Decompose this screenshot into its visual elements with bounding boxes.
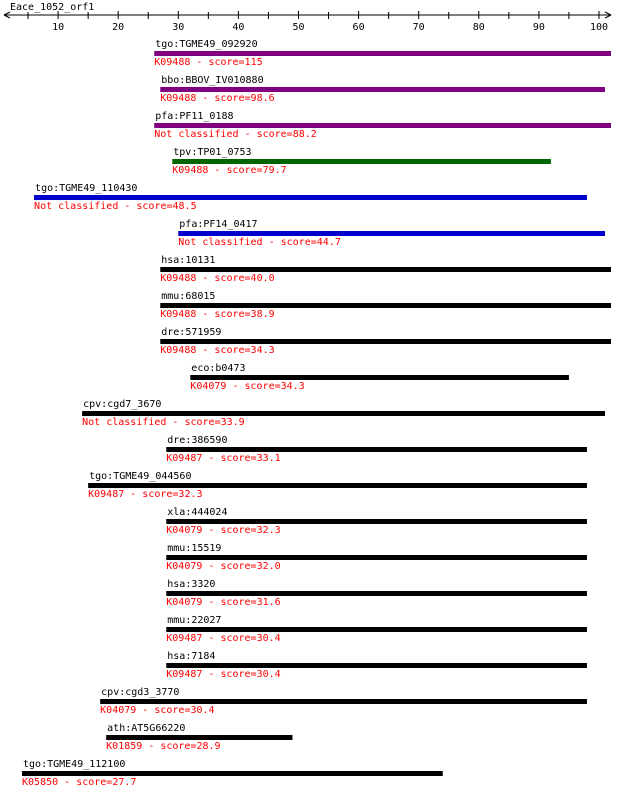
hit-row — [172, 147, 551, 176]
axis-tick-label: 60 — [352, 22, 365, 33]
hit-row — [82, 399, 605, 428]
hit-ko-score[interactable]: K09488 - score=115 — [154, 57, 263, 68]
hit-ko-score[interactable]: K04079 - score=32.0 — [166, 561, 281, 572]
hit-name[interactable]: pfa:PF14_0417 — [179, 219, 258, 230]
axis-tick-label: 70 — [412, 22, 425, 33]
hit-ko-score[interactable]: K04079 - score=34.3 — [190, 381, 305, 392]
hit-name[interactable]: tpv:TP01_0753 — [173, 147, 252, 158]
hit-name[interactable]: cpv:cgd3_3770 — [101, 687, 180, 698]
hit-alignment-bar[interactable] — [100, 699, 587, 704]
hit-row — [166, 579, 587, 608]
hit-ko-score[interactable]: Not classified - score=88.2 — [154, 129, 317, 140]
hit-name[interactable]: tgo:TGME49_110430 — [35, 183, 138, 194]
hit-row — [166, 651, 587, 680]
hit-name[interactable]: mmu:68015 — [161, 291, 216, 302]
hit-name[interactable]: tgo:TGME49_044560 — [89, 471, 192, 482]
hit-row — [88, 471, 587, 500]
hit-row — [166, 615, 587, 644]
hit-row — [178, 219, 605, 248]
hit-ko-score[interactable]: Not classified - score=33.9 — [82, 417, 245, 428]
hit-ko-score[interactable]: K04079 - score=31.6 — [166, 597, 281, 608]
hit-ko-score[interactable]: K09487 - score=33.1 — [166, 453, 281, 464]
hit-alignment-bar[interactable] — [166, 519, 587, 524]
hit-row — [190, 363, 569, 392]
hit-alignment-bar[interactable] — [22, 771, 443, 776]
hit-row — [160, 291, 611, 320]
query-title: Eace_1052_orf1 — [10, 2, 95, 13]
hit-list — [22, 39, 611, 788]
hit-alignment-bar[interactable] — [166, 447, 587, 452]
axis-tick-label: 50 — [292, 22, 305, 33]
hit-row — [154, 39, 611, 68]
hit-alignment-bar[interactable] — [154, 123, 611, 128]
hit-ko-score[interactable]: K01859 - score=28.9 — [106, 741, 221, 752]
hit-alignment-bar[interactable] — [160, 267, 611, 272]
hit-ko-score[interactable]: K09488 - score=40.0 — [160, 273, 275, 284]
hit-alignment-bar[interactable] — [178, 231, 605, 236]
hit-name[interactable]: mmu:15519 — [167, 543, 222, 554]
hit-row — [166, 435, 587, 464]
hit-ko-score[interactable]: Not classified - score=48.5 — [34, 201, 197, 212]
hit-name[interactable]: tgo:TGME49_112100 — [23, 759, 126, 770]
hit-row — [154, 111, 611, 140]
hit-row — [160, 327, 611, 356]
hit-row — [160, 255, 611, 284]
hit-name[interactable]: hsa:10131 — [161, 255, 216, 266]
hit-alignment-bar[interactable] — [172, 159, 551, 164]
hit-name[interactable]: hsa:3320 — [167, 579, 216, 590]
hit-ko-score[interactable]: K09488 - score=98.6 — [160, 93, 275, 104]
axis-tick-label: 90 — [532, 22, 545, 33]
hit-row — [106, 723, 292, 752]
hit-name[interactable]: ath:AT5G66220 — [107, 723, 186, 734]
hit-name[interactable]: hsa:7184 — [167, 651, 216, 662]
hit-name[interactable]: pfa:PF11_0188 — [155, 111, 234, 122]
axis-tick-label: 100 — [589, 22, 609, 33]
axis-tick-label: 10 — [52, 22, 65, 33]
hit-ko-score[interactable]: K09487 - score=30.4 — [166, 669, 281, 680]
hit-alignment-bar[interactable] — [166, 663, 587, 668]
hit-name[interactable]: eco:b0473 — [191, 363, 246, 374]
hit-name[interactable]: bbo:BBOV_IV010880 — [161, 75, 264, 86]
hit-ko-score[interactable]: K09487 - score=30.4 — [166, 633, 281, 644]
hit-ko-score[interactable]: K05850 - score=27.7 — [22, 777, 137, 788]
hit-alignment-bar[interactable] — [166, 555, 587, 560]
hit-alignment-bar[interactable] — [166, 591, 587, 596]
hit-alignment-bar[interactable] — [160, 87, 605, 92]
hit-ko-score[interactable]: K09488 - score=38.9 — [160, 309, 275, 320]
hit-ko-score[interactable]: K09488 - score=34.3 — [160, 345, 275, 356]
axis-tick-label: 80 — [472, 22, 485, 33]
hit-ko-score[interactable]: K09487 - score=32.3 — [88, 489, 203, 500]
hit-alignment-bar[interactable] — [88, 483, 587, 488]
hit-alignment-bar[interactable] — [82, 411, 605, 416]
hit-ko-score[interactable]: K09488 - score=79.7 — [172, 165, 287, 176]
hit-row — [34, 183, 587, 212]
hit-name[interactable]: dre:571959 — [161, 327, 222, 338]
hit-row — [166, 507, 587, 536]
hit-ko-score[interactable]: Not classified - score=44.7 — [178, 237, 341, 248]
hit-name[interactable]: tgo:TGME49_092920 — [155, 39, 258, 50]
hit-ko-score[interactable]: K04079 - score=32.3 — [166, 525, 281, 536]
axis-ticks — [28, 11, 608, 33]
hit-alignment-bar[interactable] — [34, 195, 587, 200]
hit-alignment-bar[interactable] — [106, 735, 292, 740]
hit-alignment-bar[interactable] — [166, 627, 587, 632]
hit-name[interactable]: mmu:22027 — [167, 615, 222, 626]
hit-name[interactable]: cpv:cgd7_3670 — [83, 399, 162, 410]
hit-ko-score[interactable]: K04079 - score=30.4 — [100, 705, 215, 716]
hit-row — [100, 687, 587, 716]
hit-alignment-bar[interactable] — [160, 339, 611, 344]
hit-name[interactable]: xla:444024 — [167, 507, 228, 518]
hit-alignment-bar[interactable] — [190, 375, 569, 380]
axis-tick-label: 30 — [172, 22, 185, 33]
hit-row — [160, 75, 605, 104]
axis-tick-label: 40 — [232, 22, 245, 33]
axis-tick-label: 20 — [112, 22, 125, 33]
hit-alignment-bar[interactable] — [160, 303, 611, 308]
hit-name[interactable]: dre:386590 — [167, 435, 228, 446]
hit-row — [22, 759, 443, 788]
hit-alignment-bar[interactable] — [154, 51, 611, 56]
hit-row — [166, 543, 587, 572]
